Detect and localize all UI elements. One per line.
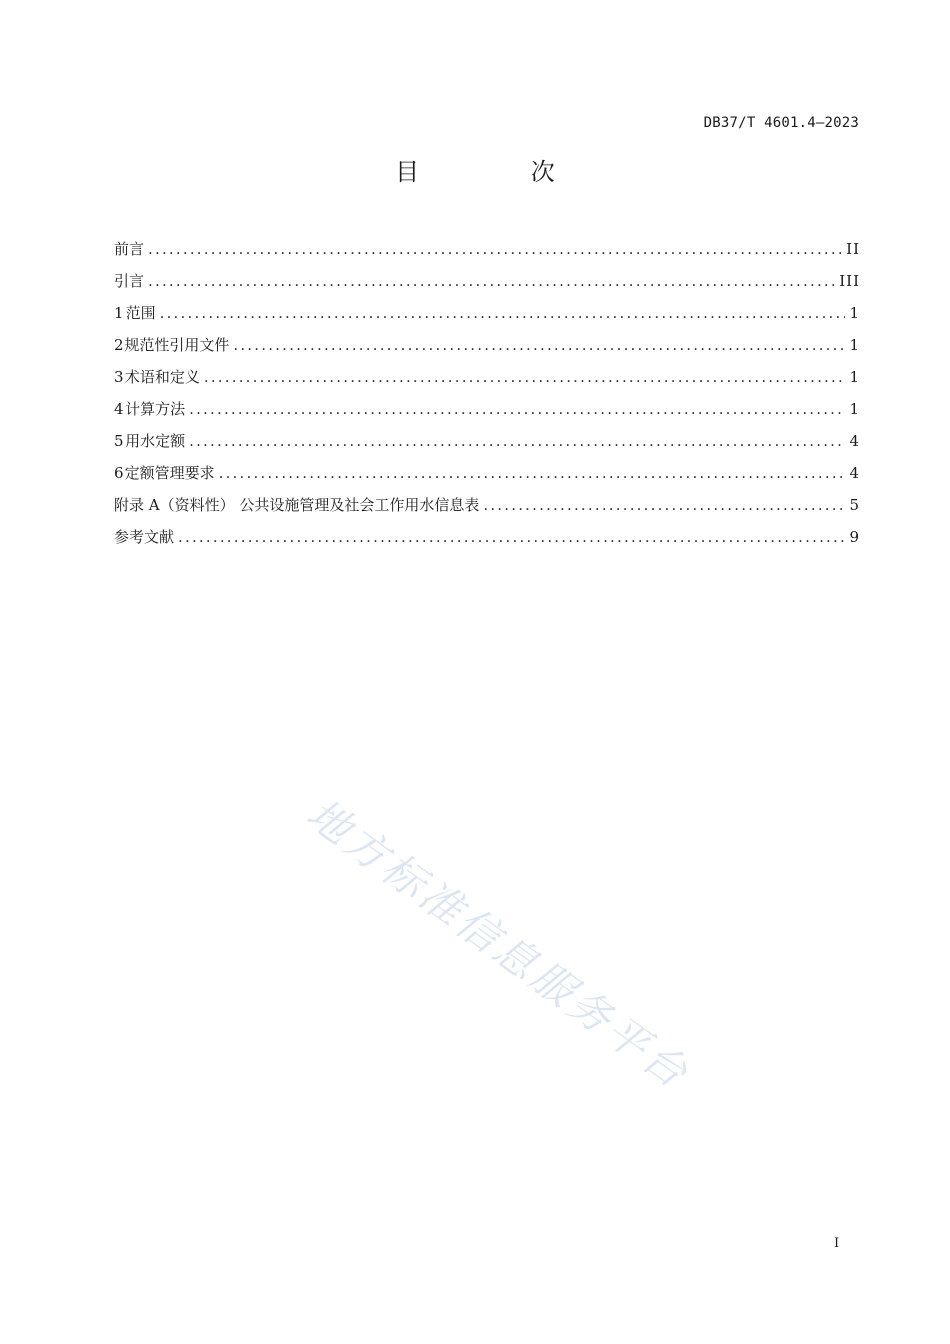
toc-entry-water-quota[interactable]: [114, 430, 860, 462]
toc-entry-label: 定额管理要求: [124, 464, 215, 482]
toc-entry-page: II: [846, 240, 860, 258]
toc-entry-foreword[interactable]: [114, 238, 860, 270]
toc-entry-page: 4: [849, 464, 860, 482]
document-code: DB37/T 4601.4—2023: [703, 115, 859, 131]
toc-entry-label: 规范性引用文件: [124, 336, 230, 354]
toc-entry-label: 前言: [114, 240, 145, 258]
toc-leader-dots: [178, 528, 845, 546]
toc-entry-label: 术语和定义: [124, 368, 200, 386]
toc-entry-label: 引言: [114, 272, 145, 290]
toc-entry-terms-definitions[interactable]: [114, 366, 860, 398]
toc-entry-normative-references[interactable]: [114, 334, 860, 366]
toc-entry-number: 4: [114, 400, 124, 418]
toc-leader-dots: [148, 240, 842, 258]
toc-leader-dots: [219, 464, 846, 482]
toc-entry-label: 参考文献: [114, 528, 175, 546]
toc-leader-dots: [148, 272, 835, 290]
toc-entry-calculation-method[interactable]: [114, 398, 860, 430]
toc-entry-page: 1: [849, 368, 860, 386]
toc-entry-number: 2: [114, 336, 124, 354]
toc-leader-dots: [204, 368, 846, 386]
table-of-contents: [114, 238, 860, 558]
toc-entry-number: 6: [114, 464, 124, 482]
page-number: I: [834, 1236, 840, 1251]
toc-entry-number: 3: [114, 368, 124, 386]
watermark: 地方标准信息服务平台: [298, 789, 700, 1100]
toc-entry-page: 9: [849, 528, 860, 546]
toc-entry-bibliography[interactable]: [114, 526, 860, 558]
toc-leader-dots: [189, 400, 845, 418]
toc-entry-label: 用水定额: [125, 432, 186, 450]
toc-entry-page: 4: [849, 432, 860, 450]
toc-entry-appendix-a[interactable]: [114, 494, 860, 526]
toc-entry-label: 范围: [125, 304, 156, 322]
toc-entry-quota-management[interactable]: [114, 462, 860, 494]
toc-entry-label: 附录 A（资料性） 公共设施管理及社会工作用水信息表: [114, 496, 480, 514]
toc-entry-page: 5: [849, 496, 860, 514]
toc-entry-page: 1: [849, 304, 860, 322]
toc-leader-dots: [483, 496, 845, 514]
toc-leader-dots: [189, 432, 845, 450]
toc-entry-page: 1: [849, 336, 860, 354]
toc-entry-page: III: [839, 272, 860, 290]
toc-entry-scope[interactable]: [114, 302, 860, 334]
toc-entry-label: 计算方法: [125, 400, 186, 418]
toc-entry-number: 5: [114, 432, 124, 450]
toc-entry-number: 1: [114, 304, 124, 322]
toc-entry-page: 1: [849, 400, 860, 418]
toc-leader-dots: [160, 304, 846, 322]
toc-entry-introduction[interactable]: [114, 270, 860, 302]
toc-leader-dots: [233, 336, 845, 354]
page-title: 目 次: [395, 158, 607, 186]
